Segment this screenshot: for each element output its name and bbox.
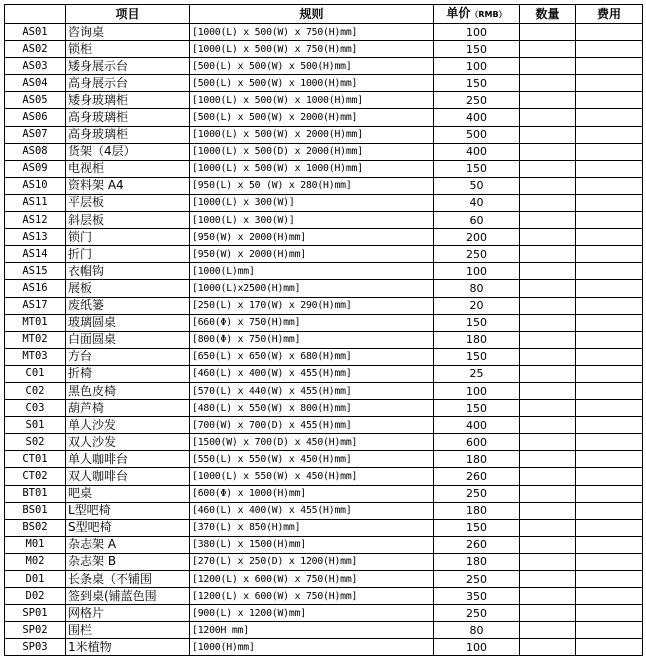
quantity-cell	[520, 160, 576, 177]
quantity-cell	[520, 622, 576, 639]
item-name-cell: 高身玻璃柜	[66, 126, 190, 143]
item-code-cell: AS10	[5, 177, 66, 194]
table-row	[5, 160, 643, 177]
quantity-cell	[520, 485, 576, 502]
item-spec-cell: [460(L) x 400(W) x 455(H)mm]	[190, 365, 434, 382]
table-row	[5, 365, 643, 382]
item-price-cell: 500	[434, 126, 520, 143]
item-name-cell: 方台	[66, 348, 190, 365]
quantity-cell	[520, 126, 576, 143]
item-code-cell: AS03	[5, 58, 66, 75]
cost-cell	[576, 246, 643, 263]
cost-cell	[576, 434, 643, 451]
cost-cell	[576, 58, 643, 75]
item-name-cell: 咨询桌	[66, 24, 190, 41]
quantity-cell	[520, 41, 576, 58]
table-row	[5, 177, 643, 194]
item-name-cell: 展板	[66, 280, 190, 297]
table-row	[5, 536, 643, 553]
item-code-cell: M01	[5, 536, 66, 553]
item-name-cell: 衣帽钩	[66, 263, 190, 280]
item-code-cell: SP02	[5, 622, 66, 639]
item-price-cell: 100	[434, 263, 520, 280]
quantity-cell	[520, 24, 576, 41]
item-name-cell: 折椅	[66, 365, 190, 382]
item-code-cell: AS09	[5, 160, 66, 177]
item-price-cell: 150	[434, 519, 520, 536]
item-name-cell: S型吧椅	[66, 519, 190, 536]
item-code-cell: BS01	[5, 502, 66, 519]
table-row	[5, 143, 643, 160]
cost-cell	[576, 177, 643, 194]
item-spec-cell: [500(L) x 500(W) x 2000(H)mm]	[190, 109, 434, 126]
cost-cell	[576, 212, 643, 229]
quantity-cell	[520, 536, 576, 553]
item-price-cell: 100	[434, 639, 520, 656]
cost-cell	[576, 280, 643, 297]
item-code-cell: AS01	[5, 24, 66, 41]
item-code-cell: D01	[5, 571, 66, 588]
cost-cell	[576, 553, 643, 570]
quantity-cell	[520, 468, 576, 485]
cost-cell	[576, 194, 643, 211]
table-row	[5, 468, 643, 485]
item-spec-cell: [1000(L) x 550(W) x 450(H)mm]	[190, 468, 434, 485]
quantity-cell	[520, 417, 576, 434]
item-name-cell: 网格片	[66, 605, 190, 622]
item-name-cell: 双人沙发	[66, 434, 190, 451]
item-price-cell: 25	[434, 365, 520, 382]
table-row	[5, 400, 643, 417]
item-name-cell: 黑色皮椅	[66, 382, 190, 399]
item-code-cell: AS15	[5, 263, 66, 280]
cost-cell	[576, 536, 643, 553]
cost-cell	[576, 24, 643, 41]
item-name-cell: 单人咖啡台	[66, 451, 190, 468]
item-name-cell: 白面圆桌	[66, 331, 190, 348]
item-name-cell: 杂志架 B	[66, 553, 190, 570]
item-price-cell: 150	[434, 41, 520, 58]
item-code-cell: BT01	[5, 485, 66, 502]
table-row	[5, 382, 643, 399]
item-code-cell: S02	[5, 434, 66, 451]
item-spec-cell: [1000(L) x 500(W) x 2000(H)mm]	[190, 126, 434, 143]
table-row	[5, 451, 643, 468]
cost-cell	[576, 41, 643, 58]
cost-cell	[576, 382, 643, 399]
item-spec-cell: [1000(L) x 300(W)]	[190, 194, 434, 211]
item-name-cell: 矮身玻璃柜	[66, 92, 190, 109]
item-price-cell: 180	[434, 451, 520, 468]
item-name-cell: 废纸篓	[66, 297, 190, 314]
item-price-cell: 150	[434, 160, 520, 177]
item-code-cell: AS16	[5, 280, 66, 297]
quantity-cell	[520, 400, 576, 417]
item-price-cell: 400	[434, 143, 520, 160]
item-code-cell: AS05	[5, 92, 66, 109]
item-code-cell: AS04	[5, 75, 66, 92]
table-row	[5, 246, 643, 263]
item-price-cell: 150	[434, 314, 520, 331]
table-row	[5, 622, 643, 639]
item-name-cell: 资料架 A4	[66, 177, 190, 194]
item-spec-cell: [270(L) x 250(D) x 1200(H)mm]	[190, 553, 434, 570]
item-name-cell: 平层板	[66, 194, 190, 211]
item-name-cell: 1米植物	[66, 639, 190, 656]
item-spec-cell: [700(W) x 700(D) x 455(H)mm]	[190, 417, 434, 434]
item-price-cell: 350	[434, 588, 520, 605]
table-row	[5, 639, 643, 656]
item-name-cell: 单人沙发	[66, 417, 190, 434]
item-spec-cell: [1000(H)mm]	[190, 639, 434, 656]
table-row	[5, 92, 643, 109]
quantity-cell	[520, 605, 576, 622]
cost-cell	[576, 297, 643, 314]
item-spec-cell: [1000(L) x 500(W) x 750(H)mm]	[190, 24, 434, 41]
quantity-cell	[520, 434, 576, 451]
table-row	[5, 331, 643, 348]
item-code-cell: CT01	[5, 451, 66, 468]
item-price-cell: 180	[434, 502, 520, 519]
item-name-cell: 吧桌	[66, 485, 190, 502]
cost-cell	[576, 571, 643, 588]
item-spec-cell: [1500(W) x 700(D) x 450(H)mm]	[190, 434, 434, 451]
item-spec-cell: [1000(L) x 500(W) x 1000(H)mm]	[190, 92, 434, 109]
table-row	[5, 263, 643, 280]
quantity-cell	[520, 365, 576, 382]
header-row	[5, 5, 643, 24]
item-name-cell: 葫芦椅	[66, 400, 190, 417]
quantity-cell	[520, 143, 576, 160]
item-spec-cell: [250(L) x 170(W) x 290(H)mm]	[190, 297, 434, 314]
item-spec-cell: [550(L) x 550(W) x 450(H)mm]	[190, 451, 434, 468]
quantity-cell	[520, 451, 576, 468]
item-code-cell: AS17	[5, 297, 66, 314]
header-spec: 规则	[190, 5, 434, 24]
item-name-cell: 杂志架 A	[66, 536, 190, 553]
item-code-cell: S01	[5, 417, 66, 434]
quantity-cell	[520, 229, 576, 246]
item-price-cell: 200	[434, 229, 520, 246]
item-price-cell: 150	[434, 348, 520, 365]
table-row	[5, 126, 643, 143]
cost-cell	[576, 622, 643, 639]
item-code-cell: SP01	[5, 605, 66, 622]
item-price-cell: 40	[434, 194, 520, 211]
header-price-label: 单价	[446, 6, 471, 20]
cost-cell	[576, 485, 643, 502]
item-code-cell: AS12	[5, 212, 66, 229]
item-name-cell: 高身玻璃柜	[66, 109, 190, 126]
header-price	[434, 5, 520, 24]
header-price-unit: （RMB）	[470, 10, 507, 19]
table-row	[5, 519, 643, 536]
quantity-cell	[520, 382, 576, 399]
item-name-cell: 电视柜	[66, 160, 190, 177]
item-name-cell: 锁柜	[66, 41, 190, 58]
quantity-cell	[520, 331, 576, 348]
table-row	[5, 41, 643, 58]
quantity-cell	[520, 177, 576, 194]
quantity-cell	[520, 348, 576, 365]
table-row	[5, 24, 643, 41]
item-code-cell: AS11	[5, 194, 66, 211]
quantity-cell	[520, 109, 576, 126]
table-row	[5, 571, 643, 588]
item-spec-cell: [570(L) x 440(W) x 455(H)mm]	[190, 382, 434, 399]
item-code-cell: MT01	[5, 314, 66, 331]
item-price-cell: 600	[434, 434, 520, 451]
item-price-cell: 150	[434, 75, 520, 92]
cost-cell	[576, 331, 643, 348]
cost-cell	[576, 588, 643, 605]
cost-cell	[576, 160, 643, 177]
table-row	[5, 280, 643, 297]
header-cost: 费用	[576, 5, 643, 24]
table-row	[5, 75, 643, 92]
item-spec-cell: [660(Φ) x 750(H)mm]	[190, 314, 434, 331]
item-name-cell: L型吧椅	[66, 502, 190, 519]
item-code-cell: D02	[5, 588, 66, 605]
item-code-cell: BS02	[5, 519, 66, 536]
item-code-cell: AS13	[5, 229, 66, 246]
table-row	[5, 553, 643, 570]
price-list-table	[4, 4, 643, 656]
quantity-cell	[520, 212, 576, 229]
item-price-cell: 80	[434, 622, 520, 639]
cost-cell	[576, 365, 643, 382]
item-price-cell: 400	[434, 417, 520, 434]
item-spec-cell: [500(L) x 500(W) x 500(H)mm]	[190, 58, 434, 75]
quantity-cell	[520, 502, 576, 519]
item-name-cell: 矮身展示台	[66, 58, 190, 75]
table-row	[5, 605, 643, 622]
table-row	[5, 417, 643, 434]
cost-cell	[576, 109, 643, 126]
item-code-cell: CT02	[5, 468, 66, 485]
table-row	[5, 194, 643, 211]
item-spec-cell: [950(L) x 50 (W) x 280(H)mm]	[190, 177, 434, 194]
table-row	[5, 212, 643, 229]
item-spec-cell: [1200H mm]	[190, 622, 434, 639]
item-code-cell: C03	[5, 400, 66, 417]
cost-cell	[576, 229, 643, 246]
quantity-cell	[520, 75, 576, 92]
item-code-cell: C02	[5, 382, 66, 399]
item-code-cell: SP03	[5, 639, 66, 656]
item-code-cell: AS06	[5, 109, 66, 126]
item-code-cell: M02	[5, 553, 66, 570]
item-name-cell: 斜层板	[66, 212, 190, 229]
item-price-cell: 80	[434, 280, 520, 297]
cost-cell	[576, 468, 643, 485]
item-code-cell: AS07	[5, 126, 66, 143]
cost-cell	[576, 92, 643, 109]
item-code-cell: MT02	[5, 331, 66, 348]
cost-cell	[576, 451, 643, 468]
item-spec-cell: [1200(L) x 600(W) x 750(H)mm]	[190, 571, 434, 588]
item-spec-cell: [460(L) x 400(W) x 455(H)mm]	[190, 502, 434, 519]
quantity-cell	[520, 297, 576, 314]
quantity-cell	[520, 571, 576, 588]
cost-cell	[576, 519, 643, 536]
item-price-cell: 180	[434, 331, 520, 348]
quantity-cell	[520, 314, 576, 331]
quantity-cell	[520, 553, 576, 570]
table-row	[5, 588, 643, 605]
cost-cell	[576, 417, 643, 434]
cost-cell	[576, 605, 643, 622]
item-name-cell: 双人咖啡台	[66, 468, 190, 485]
item-code-cell: AS08	[5, 143, 66, 160]
item-spec-cell: [1000(L) x 300(W)]	[190, 212, 434, 229]
item-price-cell: 50	[434, 177, 520, 194]
item-name-cell: 货架（4层）	[66, 143, 190, 160]
quantity-cell	[520, 588, 576, 605]
table-row	[5, 109, 643, 126]
item-spec-cell: [1200(L) x 600(W) x 750(H)mm]	[190, 588, 434, 605]
item-spec-cell: [800(Φ) x 750(H)mm]	[190, 331, 434, 348]
item-name-cell: 玻璃圆桌	[66, 314, 190, 331]
table-row	[5, 434, 643, 451]
item-name-cell: 高身展示台	[66, 75, 190, 92]
item-spec-cell: [1000(L) x 500(W) x 750(H)mm]	[190, 41, 434, 58]
item-name-cell: 长条桌（不铺围	[66, 571, 190, 588]
table-row	[5, 229, 643, 246]
item-price-cell: 260	[434, 468, 520, 485]
item-price-cell: 260	[434, 536, 520, 553]
item-spec-cell: [950(W) x 2000(H)mm]	[190, 246, 434, 263]
item-spec-cell: [380(L) x 1500(H)mm]	[190, 536, 434, 553]
cost-cell	[576, 314, 643, 331]
quantity-cell	[520, 246, 576, 263]
item-spec-cell: [1000(L)mm]	[190, 263, 434, 280]
item-spec-cell: [650(L) x 650(W) x 680(H)mm]	[190, 348, 434, 365]
table-row	[5, 348, 643, 365]
item-spec-cell: [500(L) x 500(W) x 1000(H)mm]	[190, 75, 434, 92]
cost-cell	[576, 639, 643, 656]
cost-cell	[576, 143, 643, 160]
item-name-cell: 锁门	[66, 229, 190, 246]
cost-cell	[576, 400, 643, 417]
table-row	[5, 58, 643, 75]
item-price-cell: 250	[434, 485, 520, 502]
item-spec-cell: [1000(L) x 500(D) x 2000(H)mm]	[190, 143, 434, 160]
cost-cell	[576, 502, 643, 519]
item-spec-cell: [370(L) x 850(H)mm]	[190, 519, 434, 536]
quantity-cell	[520, 519, 576, 536]
quantity-cell	[520, 639, 576, 656]
item-code-cell: AS02	[5, 41, 66, 58]
item-spec-cell: [480(L) x 550(W) x 800(H)mm]	[190, 400, 434, 417]
item-spec-cell: [1000(L)x2500(H)mm]	[190, 280, 434, 297]
item-name-cell: 围栏	[66, 622, 190, 639]
header-qty: 数量	[520, 5, 576, 24]
table-row	[5, 297, 643, 314]
item-price-cell: 20	[434, 297, 520, 314]
item-price-cell: 150	[434, 400, 520, 417]
item-spec-cell: [1000(L) x 500(W) x 1000(H)mm]	[190, 160, 434, 177]
item-price-cell: 60	[434, 212, 520, 229]
item-spec-cell: [600(Φ) x 1000(H)mm]	[190, 485, 434, 502]
cost-cell	[576, 126, 643, 143]
header-item: 项目	[66, 5, 190, 24]
cost-cell	[576, 348, 643, 365]
item-price-cell: 250	[434, 246, 520, 263]
item-price-cell: 250	[434, 92, 520, 109]
table-row	[5, 485, 643, 502]
table-row	[5, 502, 643, 519]
item-price-cell: 100	[434, 58, 520, 75]
table-row	[5, 314, 643, 331]
quantity-cell	[520, 194, 576, 211]
item-price-cell: 100	[434, 24, 520, 41]
quantity-cell	[520, 92, 576, 109]
item-price-cell: 400	[434, 109, 520, 126]
item-name-cell: 折门	[66, 246, 190, 263]
cost-cell	[576, 75, 643, 92]
item-code-cell: AS14	[5, 246, 66, 263]
header-code	[5, 5, 66, 24]
item-price-cell: 100	[434, 382, 520, 399]
item-price-cell: 250	[434, 571, 520, 588]
item-spec-cell: [950(W) x 2000(H)mm]	[190, 229, 434, 246]
item-code-cell: C01	[5, 365, 66, 382]
item-price-cell: 180	[434, 553, 520, 570]
quantity-cell	[520, 263, 576, 280]
item-price-cell: 250	[434, 605, 520, 622]
cost-cell	[576, 263, 643, 280]
item-spec-cell: [900(L) x 1200(W)mm]	[190, 605, 434, 622]
item-name-cell: 签到桌(铺蓝色围	[66, 588, 190, 605]
item-code-cell: MT03	[5, 348, 66, 365]
quantity-cell	[520, 58, 576, 75]
quantity-cell	[520, 280, 576, 297]
